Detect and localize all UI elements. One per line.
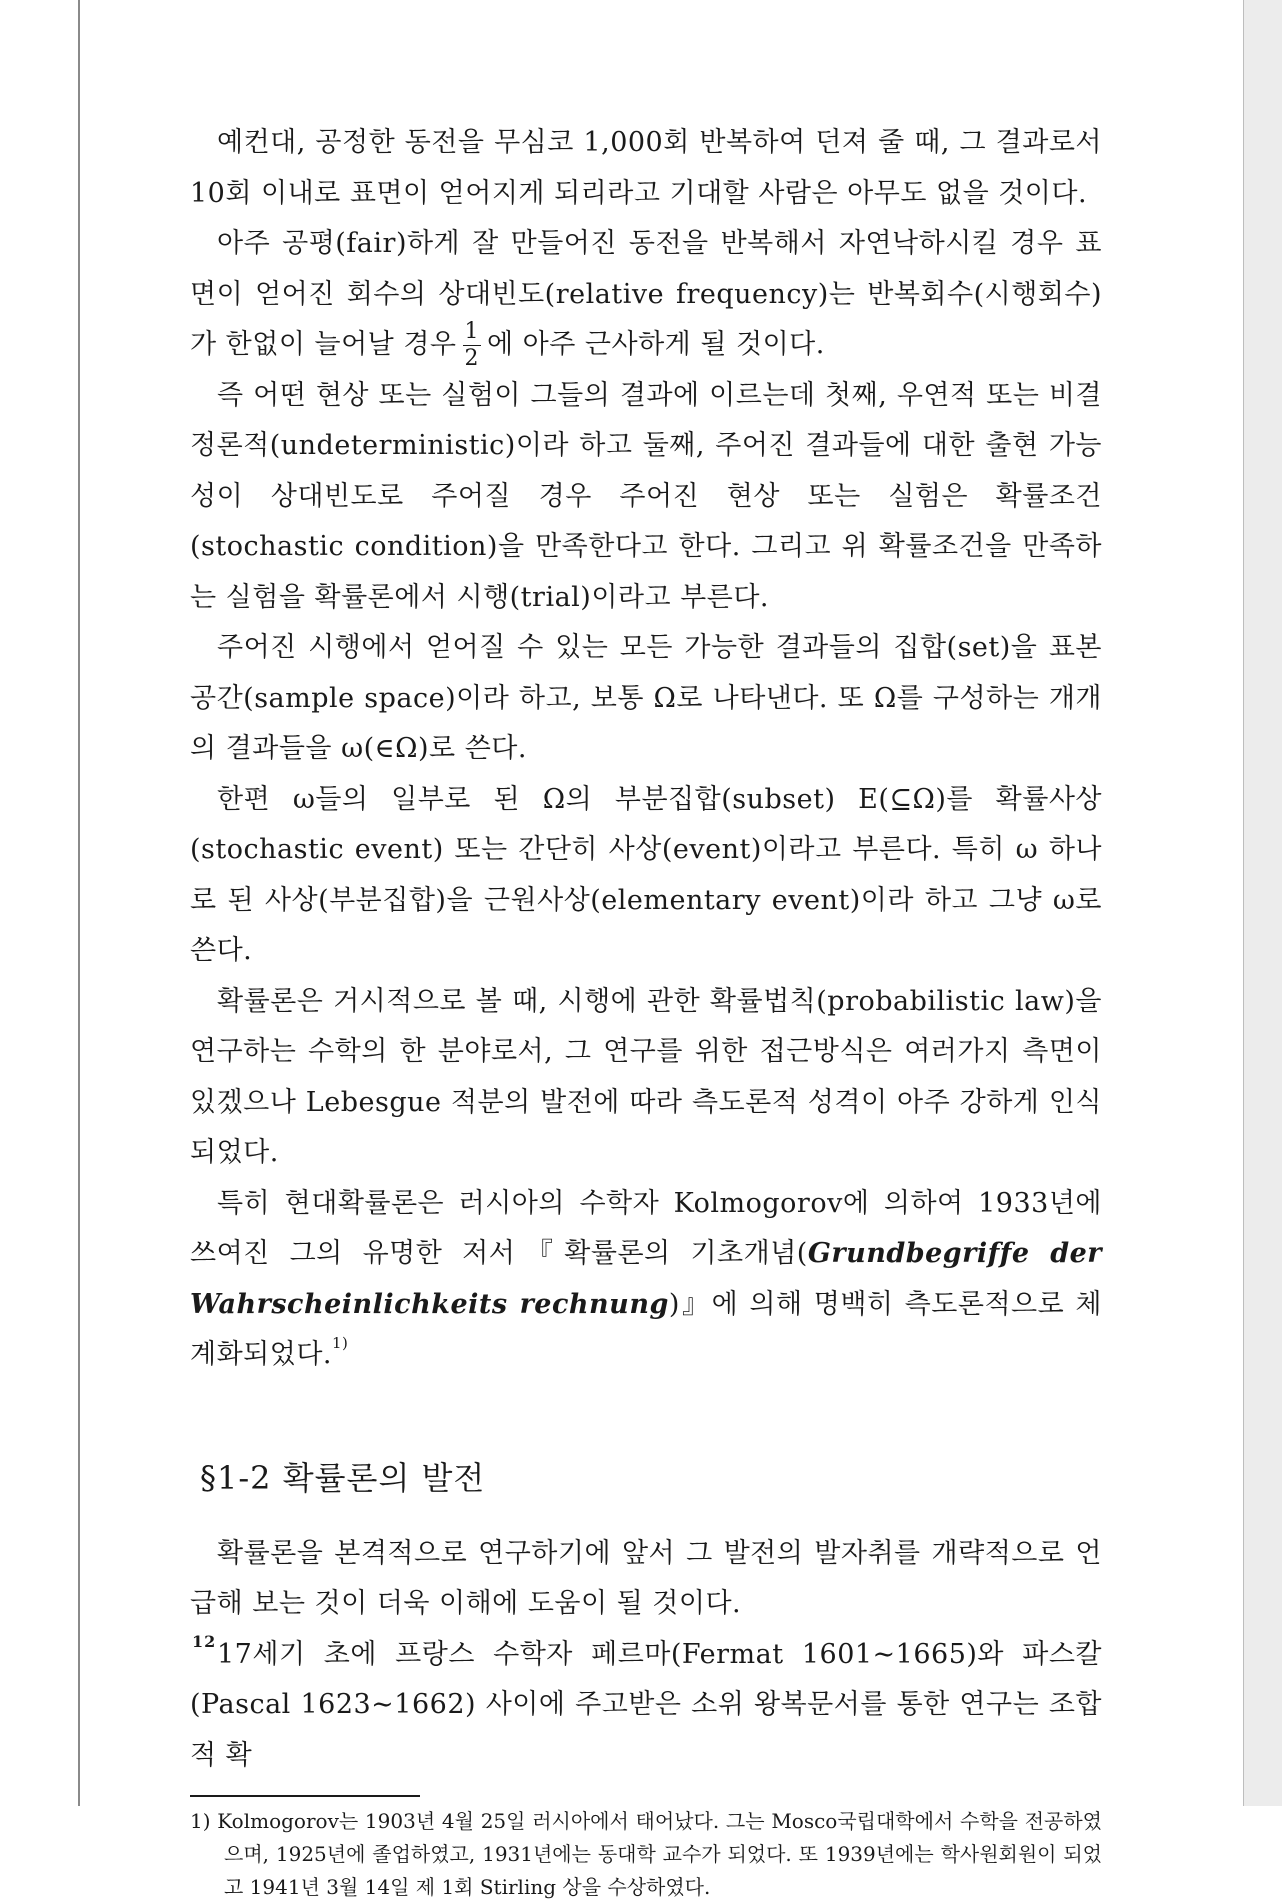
- page-content: [190, 118, 1102, 1904]
- page-number: 12: [192, 1632, 217, 1651]
- paragraph-7-text: 특히 현대확률론은 러시아의 수학자 Kolmogorov에 의하여 1933년에 쓰여진 그의 유명한 저서『확률론의 기초개념(: [190, 1187, 1102, 1269]
- page-left-edge: [78, 0, 80, 1806]
- fraction-denominator: 2: [464, 346, 479, 371]
- paragraph-1: 예컨대, 공정한 동전을 무심코 1,000회 반복하여 던져 줄 때, 그 결과로서 10회 이내로 표면이 얻어지게 되리라고 기대할 사람은 아무도 없을 것이다.: [190, 127, 1102, 209]
- paragraph-2-text: 아주 공평(fair)하게 잘 만들어진 동전을 반복해서 자연낙하시킬 경우 표면이 얻어진 회수의 상대빈도(relative frequency)는 반복회수(시행회수)가 한없이 늘어날 경우: [190, 228, 1102, 360]
- footnote: 1) Kolmogorov는 1903년 4월 25일 러시아에서 태어났다. 그는 Mosco국립대학에서 수학을 전공하였으며, 1925년에 졸업하였고, 1931년에는 동대학 교수가 되었다. 또 1939년에는 학사원회원이 되었고 1941년 3월 14일 제 1회 Stirling 상을 수상하였다.: [190, 1809, 1102, 1899]
- book-title: Grundbegriffe der Wahrscheinlichkeits rechnung: [190, 1238, 1102, 1320]
- paragraph-6: 확률론은 거시적으로 볼 때, 시행에 관한 확률법칙(probabilistic law)을 연구하는 수학의 한 분야로서, 그 연구를 위한 접근방식은 여러가지 측면이 있겠으나 Lebesgue 적분의 발전에 따라 측도론적 성격이 아주 강하게 인식되었다.: [190, 985, 1102, 1168]
- page-right-margin: [1244, 0, 1282, 1806]
- section-heading: §1-2 확률론의 발전: [200, 1458, 486, 1497]
- paragraph-9: 17세기 초에 프랑스 수학자 페르마(Fermat 1601∼1665)와 파스칼(Pascal 1623∼1662) 사이에 주고받은 소위 왕복문서를 통한 연구는 조합적 확: [190, 1638, 1102, 1771]
- footnote-divider: [190, 1795, 420, 1797]
- paragraph-5: 한편 ω들의 일부로 된 Ω의 부분집합(subset) E(⊆Ω)를 확률사상(stochastic event) 또는 간단히 사상(event)이라고 부른다. 특히 ω 하나로 된 사상(부분집합)을 근원사상(elementary event)이라 하고 그냥 ω로 쓴다.: [190, 783, 1102, 966]
- paragraph-8: 확률론을 본격적으로 연구하기에 앞서 그 발전의 발자취를 개략적으로 언급해 보는 것이 더욱 이해에 도움이 될 것이다.: [190, 1537, 1102, 1619]
- paragraph-3: 즉 어떤 현상 또는 실험이 그들의 결과에 이르는데 첫째, 우연적 또는 비결정론적(undeterministic)이라 하고 둘째, 주어진 결과들에 대한 출현 가능성이 상대빈도로 주어질 경우 주어진 현상 또는 실험은 확률조건(stochastic condition)을 만족한다고 한다. 그리고 위 확률조건을 만족하는 실험을 확률론에서 시행(trial)이라고 부른다.: [190, 379, 1102, 613]
- paragraph-2: [190, 219, 1102, 371]
- footnote-marker: 1): [332, 1334, 349, 1352]
- paragraph-7-tail: )』에 의해 명백히 측도론적으로 체계화되었다.: [190, 1288, 1102, 1370]
- paragraph-4: 주어진 시행에서 얻어질 수 있는 모든 가능한 결과들의 집합(set)을 표본공간(sample space)이라 하고, 보통 Ω로 나타낸다. 또 Ω를 구성하는 개개의 결과들을 ω(∈Ω)로 쓴다.: [190, 632, 1102, 764]
- paragraph-2-tail: 에 아주 근사하게 될 것이다.: [487, 329, 825, 360]
- fraction-numerator: 1: [464, 319, 479, 344]
- paragraph-7: [190, 1179, 1102, 1381]
- fraction-one-half: [463, 321, 482, 370]
